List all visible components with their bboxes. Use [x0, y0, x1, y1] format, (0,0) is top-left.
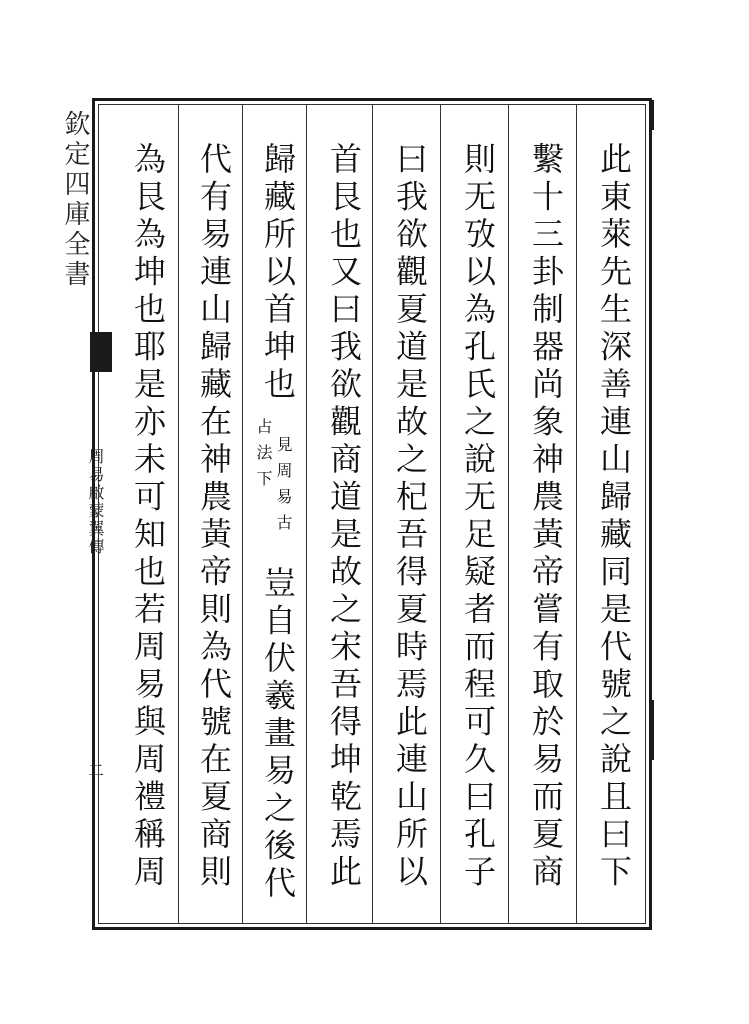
margin-book-title: 周易啟蒙翼傳	[86, 448, 105, 556]
text-column-7: 代有易連山歸藏在神農黃帝則為代號在夏商則	[195, 142, 233, 892]
column-divider	[508, 104, 509, 924]
text-column-1: 此東萊先生深善連山歸藏同是代號之說且曰下	[595, 142, 633, 892]
edge-title: 欽定四庫全書	[60, 110, 90, 290]
text-column-5: 首艮也又曰我欲觀商道是故之宋吾得坤乾焉此	[325, 142, 363, 892]
fish-tail-mark	[90, 332, 112, 372]
column-divider	[306, 104, 307, 924]
column-divider	[576, 104, 577, 924]
column-divider	[242, 104, 243, 924]
small-note-right: 見周易古	[274, 436, 293, 540]
column-divider	[372, 104, 373, 924]
text-column-2: 繫十三卦制器尚象神農黃帝嘗有取於易而夏商	[527, 142, 565, 892]
small-note-left: 占法下	[254, 418, 273, 496]
text-column-4: 曰我欲觀夏道是故之杞吾得夏時焉此連山所以	[391, 142, 429, 892]
edge-mark	[650, 100, 654, 130]
text-column-3: 則无攷以為孔氏之說无足疑者而程可久曰孔子	[459, 142, 497, 892]
text-column-8: 為艮為坤也耶是亦未可知也若周易與周禮稱周	[129, 142, 167, 892]
text-column-6: 歸藏所以首坤也	[259, 142, 297, 405]
column-divider	[440, 104, 441, 924]
edge-mark	[650, 700, 654, 760]
column-divider	[178, 104, 179, 924]
margin-page-number: 二	[88, 761, 105, 780]
text-column-6-tail: 豈自伏羲畫易之後代	[259, 566, 297, 904]
